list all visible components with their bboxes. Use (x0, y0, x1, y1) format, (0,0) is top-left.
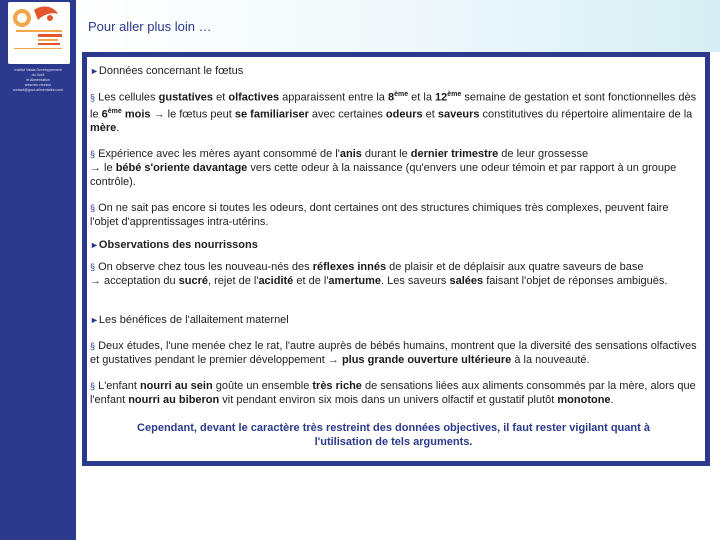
text: Deux études, l'une menée chez le rat, l'autre auprès de bébés humains, montrent que la diversité des sensations olfactives et gustatives pendant le premier développement (90, 340, 697, 367)
text: L'enfant (98, 380, 140, 393)
content-panel (82, 52, 710, 466)
arrow-right-icon: → (153, 108, 165, 121)
sidebar-caption (2, 68, 74, 93)
bold-text: très riche (312, 380, 362, 393)
superscript: ème (394, 91, 409, 98)
text: On observe chez tous les nouveau-nés des (98, 261, 313, 274)
text: et (213, 91, 229, 104)
text: avec certaines (308, 108, 386, 121)
caption-line: Institut Valais Developpement (14, 68, 62, 72)
bold-text: sucré (178, 275, 209, 288)
bold-text: olfactives (228, 91, 280, 104)
bold-text: nourri au biberon (128, 394, 220, 407)
heading-text: Les bénéfices de l'allaitement maternel (98, 314, 289, 327)
square-bullet-icon: § (90, 262, 96, 273)
page-title: Pour aller plus loin … (88, 19, 212, 34)
bold-text: dernier trimestre (410, 148, 499, 161)
text: . Les saveurs (381, 275, 450, 288)
paragraph-foetus-3 (90, 201, 697, 229)
text: apparaissent entre la (279, 91, 388, 104)
sidebar (0, 0, 76, 540)
section-heading-allaitement (90, 314, 697, 327)
bold-text: saveurs (437, 108, 480, 121)
bold-text: se familiariser (234, 108, 309, 121)
conclusion: Cependant, devant le caractère très restreint des données objectives, il faut rester vigilant quant à l'utilisation de tels arguments. (137, 422, 650, 449)
bold-text: plus grande ouverture ultérieure (341, 354, 512, 367)
text: et de l' (293, 275, 329, 288)
superscript: ème (107, 107, 122, 115)
paragraph-allaitement-2 (90, 379, 697, 407)
text: Expérience avec les mères ayant consommé de l' (98, 148, 340, 161)
paragraph-nourrissons-1 (90, 260, 697, 288)
bold-text: mère (90, 122, 117, 135)
bold-text: anis (339, 148, 362, 161)
section-heading-foetus (90, 65, 697, 78)
text: de sensations liées aux aliments consommés par la mère, alors que l'enfant (90, 380, 696, 407)
arrow-right-icon: → (327, 354, 339, 367)
bold-text: 12 (435, 91, 448, 104)
bold-text: amertume (328, 275, 381, 288)
bold-text: nourri au sein (139, 380, 213, 393)
text: On ne sait pas encore si toutes les odeurs, dont certaines ont des structures chimiques très complexes, peuvent faire l'objet d'apprentissages intra-utérins. (90, 202, 669, 229)
text: goûte un ensemble (212, 380, 313, 393)
logo-icon (8, 2, 70, 64)
text: de leur grossesse (498, 148, 589, 161)
arrow-right-icon: → (90, 275, 101, 288)
caption-line: du Goût (31, 73, 45, 77)
triangle-bullet-icon: ► (90, 315, 99, 326)
text: Les cellules (98, 91, 159, 104)
bold-text: réflexes innés (312, 261, 387, 274)
caption-line: www.etc-reunion (24, 83, 52, 87)
text: vers cette odeur à la naissance (qu'envers une odeur témoin et par rapport à un groupe contrôle). (90, 162, 677, 189)
bold-text: monotone (557, 394, 611, 407)
bold-text: acidité (258, 275, 294, 288)
text: . (610, 394, 614, 407)
arrow-right-icon: → (90, 162, 101, 175)
text: . (116, 122, 120, 135)
caption-line: contact@gout-alimentation.com (12, 88, 64, 92)
text: le (101, 162, 116, 175)
text: constitutives du répertoire alimentaire de la (479, 108, 693, 121)
bold-text: salées (449, 275, 484, 288)
square-bullet-icon: § (90, 203, 96, 214)
square-bullet-icon: § (90, 149, 96, 160)
text: le fœtus peut (164, 108, 235, 121)
bold-text: 6 (101, 108, 108, 121)
text: acceptation du (101, 275, 179, 288)
superscript: ème (447, 91, 462, 98)
heading-text: Données concernant le fœtus (98, 65, 244, 77)
text: durant le (361, 148, 411, 161)
paragraph-allaitement-1 (90, 339, 697, 367)
text: de plaisir et de déplaisir aux quatre saveurs de base (386, 261, 644, 274)
section-heading-nourrissons (90, 239, 697, 252)
bold-text: mois (121, 108, 151, 121)
text: vit pendant environ six mois dans un univers olfactif et gustatif plutôt (219, 394, 558, 407)
square-bullet-icon: § (90, 92, 96, 103)
square-bullet-icon: § (90, 381, 96, 392)
caption-line: et Alimentation (26, 78, 50, 82)
square-bullet-icon: § (90, 341, 96, 352)
text: et la (408, 91, 435, 104)
text: faisant l'objet de réponses ambiguës. (483, 275, 668, 288)
text: et (422, 108, 438, 121)
triangle-bullet-icon: ► (90, 240, 99, 251)
bold-text: gustatives (158, 91, 214, 104)
triangle-bullet-icon: ► (90, 66, 99, 76)
paragraph-foetus-1 (90, 88, 697, 135)
text: , rejet de l' (208, 275, 259, 288)
heading-text: Observations des nourrissons (98, 239, 258, 252)
text: semaine de gestation et sont fonctionnelles dès le (90, 91, 697, 121)
text: à la nouveauté. (511, 354, 590, 367)
bold-text: odeurs (385, 108, 423, 121)
logo (8, 2, 70, 64)
paragraph-foetus-2 (90, 147, 697, 189)
bold-text: 8 (387, 91, 395, 104)
bold-text: bébé s'oriente davantage (115, 162, 248, 175)
